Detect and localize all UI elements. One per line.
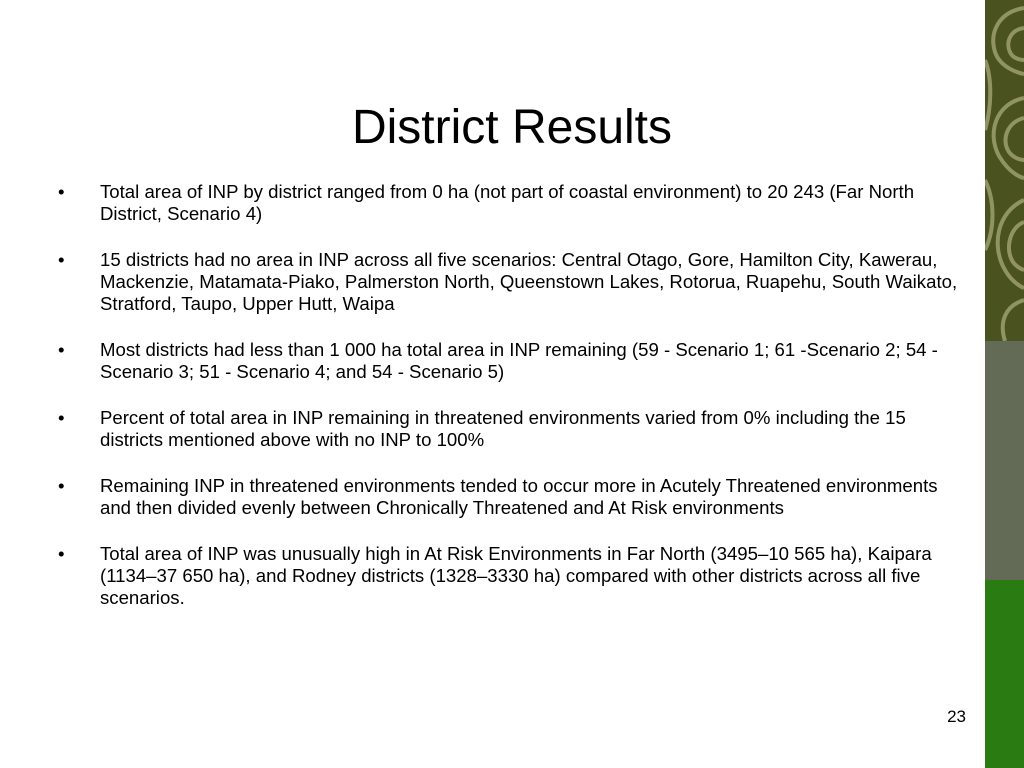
- bullet-item: • Total area of INP by district ranged from 0 ha (not part of coastal environment) to 20 243 (Far North District, Scenario 4): [58, 181, 963, 225]
- band-middle: [985, 341, 1024, 580]
- bullet-item: • Percent of total area in INP remaining in threatened environments varied from 0% including the 15 districts mentioned above with no INP to 100%: [58, 407, 963, 451]
- band-top-swirl: [985, 0, 1024, 341]
- slide-title: District Results: [351, 101, 673, 155]
- bullet-item: • Remaining INP in threatened environments tended to occur more in Acutely Threatened environments and then divided evenly between Chronically Threatened and At Risk environments: [58, 475, 963, 519]
- band-bottom: [985, 580, 1024, 768]
- koru-swirl-icon: [985, 0, 1024, 341]
- bullet-item: • Most districts had less than 1 000 ha total area in INP remaining (59 - Scenario 1; 61 -Scenario 2; 54 - Scenario 3; 51 - Scenario 4; and 54 - Scenario 5): [58, 339, 963, 383]
- page-number: 23: [947, 707, 966, 726]
- bullet-item: • 15 districts had no area in INP across all five scenarios: Central Otago, Gore, Hamilton City, Kawerau, Mackenzie, Matamata-Piako, Palmerston North, Queenstown Lakes, Rotorua, Ruapehu, South Waikato, Stratford, Taupo, Upper Hutt, Waipa: [58, 249, 963, 315]
- decorative-side-band: [985, 0, 1024, 768]
- bullet-list: [58, 181, 963, 633]
- bullet-item: • Total area of INP was unusually high in At Risk Environments in Far North (3495–10 565 ha), Kaipara (1134–37 650 ha), and Rodney districts (1328–3330 ha) compared with other districts across all five scenarios.: [58, 543, 963, 609]
